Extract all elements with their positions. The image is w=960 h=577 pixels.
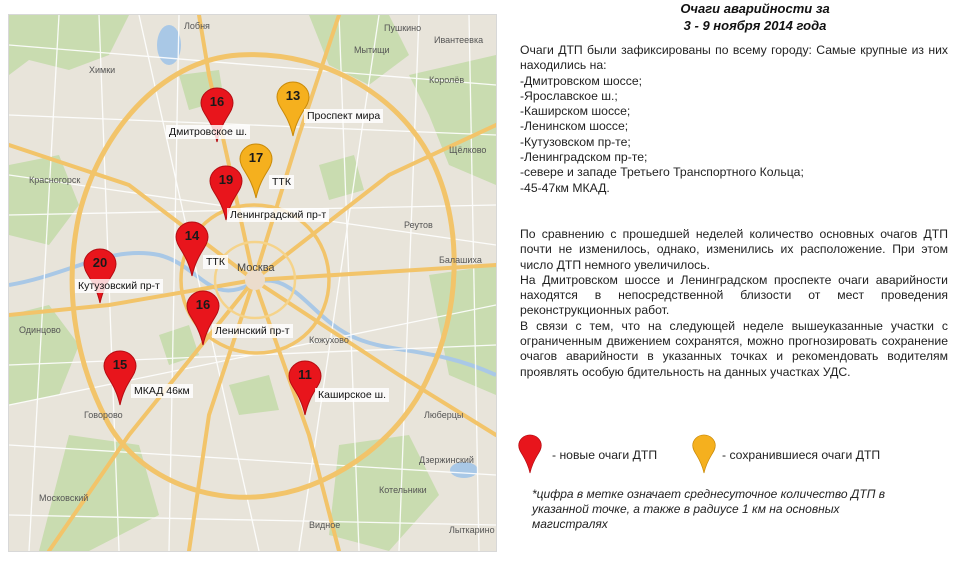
place-label: Кожухово (309, 335, 349, 345)
place-label: Пушкино (384, 23, 422, 33)
marker-label: Проспект мира (304, 109, 383, 123)
place-label: Одинцово (19, 325, 61, 335)
place-label: Ивантеевка (434, 35, 484, 45)
place-label: Говорово (84, 410, 123, 420)
marker-label: ТТК (203, 255, 228, 269)
center-label: Москва (237, 262, 275, 274)
place-label: Дзержинский (419, 455, 474, 465)
place-label: Красногорск (29, 175, 81, 185)
paragraph: На Дмитровском шоссе и Ленинградском проспекте очаги аварийности находятся в непосредственной близости от мест проведения реконструкционных работ. (520, 272, 948, 318)
legend (518, 434, 938, 474)
accident-marker[interactable] (239, 143, 273, 199)
orange-pin-icon (692, 434, 716, 474)
place-label: Щёлково (449, 145, 487, 155)
place-label: Реутов (404, 220, 433, 230)
place-label: Лыткарино (449, 525, 495, 535)
list-item: -Дмитровском шоссе; (520, 73, 642, 88)
marker-value: 17 (248, 150, 264, 165)
place-label: Мытищи (354, 45, 390, 55)
marker-label: Дмитровское ш. (166, 125, 250, 139)
paragraph: По сравнению с прошедшей неделей количество основных очагов ДТП почти не изменилось, однако, изменились их расположение. При этом число ДТП немного увеличилось. (520, 227, 948, 272)
place-label: Люберцы (424, 410, 464, 420)
place-label: Королёв (429, 75, 465, 85)
place-label: Видное (309, 520, 341, 530)
list-item: -Ярославское ш.; (520, 88, 618, 103)
footnote: *цифра в метке означает среднесуточное количество ДТП в указанной точке, а также в радиусе 1 км на основных магистралях (532, 487, 885, 531)
marker-value: 11 (298, 367, 312, 382)
paragraph: В связи с тем, что на следующей неделе вышеуказанные участки с ограниченным движением сохранятся, можно прогнозировать сохранение очагов аварийности в указанных точках и рекомендовать водителям проявлять особую бдительность на данных участках УДС. (520, 318, 948, 379)
marker-label: Каширское ш. (315, 388, 389, 402)
marker-value: 13 (285, 88, 301, 103)
list-item: -45-47км МКАД. (520, 180, 610, 195)
list-item: -Ленинском шоссе; (520, 119, 629, 134)
accident-marker[interactable] (83, 248, 117, 304)
list-item: -Каширском шоссе; (520, 104, 631, 119)
title-line-1: Очаги аварийности за (680, 1, 830, 16)
list-item: -севере и западе Третьего Транспортного Кольца; (520, 165, 804, 180)
list-item: -Кутузовском пр-те; (520, 134, 631, 149)
marker-label: Ленинградский пр-т (227, 208, 329, 222)
title-line-2: 3 - 9 ноября 2014 года (683, 18, 827, 33)
intro-block (520, 43, 948, 196)
map[interactable] (8, 14, 497, 552)
legend-new-label: - новые очаги ДТП (552, 448, 658, 462)
marker-value: 16 (209, 94, 225, 109)
list-item: -Ленинградском пр-те; (520, 150, 648, 165)
place-label: Котельники (379, 485, 427, 495)
marker-label: Ленинский пр-т (212, 324, 293, 338)
marker-label: МКАД 46км (131, 384, 193, 398)
legend-kept-label: - сохранившиеся очаги ДТП (722, 448, 881, 462)
page-title (630, 0, 880, 34)
marker-value: 15 (112, 357, 128, 372)
marker-value: 19 (218, 172, 234, 187)
marker-label: ТТК (269, 175, 294, 189)
marker-value: 20 (92, 255, 108, 270)
place-label: Балашиха (439, 255, 482, 265)
marker-value: 14 (184, 228, 200, 243)
marker-value: 16 (195, 297, 211, 312)
marker-label: Кутузовский пр-т (75, 279, 163, 293)
red-pin-icon (518, 434, 542, 474)
place-label: Московский (39, 493, 89, 503)
analysis-block (520, 227, 948, 380)
intro-text: Очаги ДТП были зафиксированы по всему городу: Самые крупные из них находились на: (520, 43, 948, 73)
place-label: Лобня (184, 21, 210, 31)
place-label: Химки (89, 65, 116, 75)
